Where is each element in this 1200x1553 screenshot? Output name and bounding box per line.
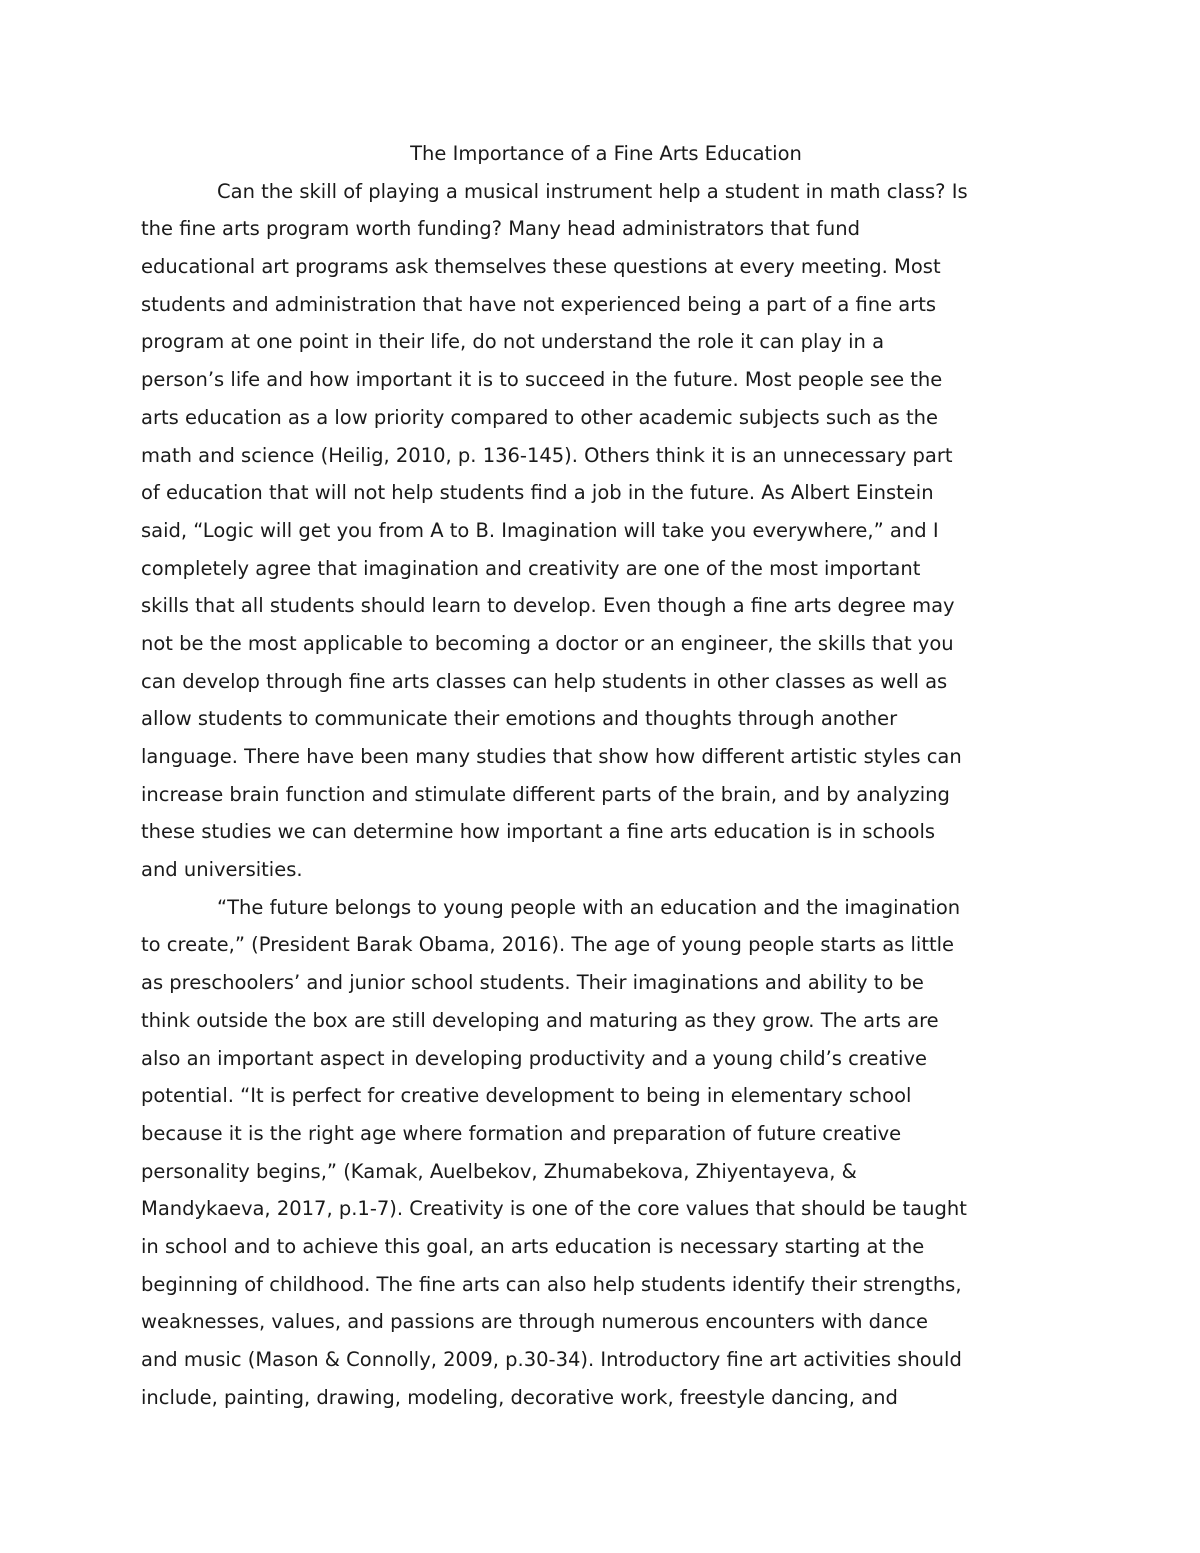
paragraph-line: of education that will not help students find a job in the future. As Albert Einstein (141, 481, 934, 505)
paragraph-line: also an important aspect in developing productivity and a young child’s creative (141, 1046, 927, 1070)
paragraph-line: can develop through fine arts classes can help students in other classes as well as (141, 669, 948, 693)
paragraph-line: completely agree that imagination and creativity are one of the most important (141, 556, 921, 580)
paragraph-line: increase brain function and stimulate different parts of the brain, and by analyzing (141, 782, 950, 806)
paragraph-line: think outside the box are still developing and maturing as they grow. The arts are (141, 1008, 939, 1032)
paragraph-line: students and administration that have not experienced being a part of a fine arts (141, 292, 937, 316)
paragraph-line: personality begins,” (Kamak, Auelbekov, Zhumabekova, Zhiyentayeva, & (141, 1159, 857, 1183)
document-body (141, 135, 1061, 1416)
paragraph-line: in school and to achieve this goal, an arts education is necessary starting at the (141, 1234, 925, 1258)
paragraph-line: potential. “It is perfect for creative development to being in elementary school (141, 1084, 912, 1108)
paragraph-line: because it is the right age where formation and preparation of future creative (141, 1121, 902, 1145)
paragraph-line: weaknesses, values, and passions are through numerous encounters with dance (141, 1310, 929, 1334)
paragraph-line: language. There have been many studies that show how different artistic styles can (141, 745, 962, 768)
paragraph-line: these studies we can determine how important a fine arts education is in schools (141, 820, 936, 844)
paragraph-line: as preschoolers’ and junior school students. Their imaginations and ability to be (141, 971, 924, 995)
paragraph-line: “The future belongs to young people with an education and the imagination (217, 895, 961, 919)
paragraph-line: said, “Logic will get you from A to B. Imagination will take you everywhere,” and I (141, 518, 939, 542)
paragraph-line: program at one point in their life, do not understand the role it can play in a (141, 330, 885, 354)
paragraph-line: person’s life and how important it is to succeed in the future. Most people see the (141, 368, 943, 392)
paragraph-line: skills that all students should learn to develop. Even though a fine arts degree may (141, 594, 955, 618)
paragraph-line: math and science (Heilig, 2010, p. 136-145). Others think it is an unnecessary part (141, 443, 953, 467)
paragraph-line: educational art programs ask themselves these questions at every meeting. Most (141, 255, 941, 279)
paragraph-line: and universities. (141, 858, 303, 882)
document-title: The Importance of a Fine Arts Education (410, 142, 802, 165)
paragraph-line: Can the skill of playing a musical instrument help a student in math class? Is (217, 179, 968, 203)
paragraph-line: beginning of childhood. The fine arts can also help students identify their strengths, (141, 1272, 962, 1296)
paragraph-line: and music (Mason & Connolly, 2009, p.30-34). Introductory fine art activities should (141, 1348, 962, 1371)
paragraph-line: the fine arts program worth funding? Many head administrators that fund (141, 217, 860, 241)
paragraph-line: to create,” (President Barak Obama, 2016). The age of young people starts as little (141, 933, 955, 957)
paragraph-line: arts education as a low priority compared to other academic subjects such as the (141, 405, 938, 429)
paragraph-line: allow students to communicate their emotions and thoughts through another (141, 707, 898, 731)
paragraph-line: include, painting, drawing, modeling, decorative work, freestyle dancing, and (141, 1385, 898, 1409)
paragraph-line: Mandykaeva, 2017, p.1-7). Creativity is one of the core values that should be taught (141, 1197, 967, 1221)
paragraph-line: not be the most applicable to becoming a doctor or an engineer, the skills that you (141, 631, 954, 655)
